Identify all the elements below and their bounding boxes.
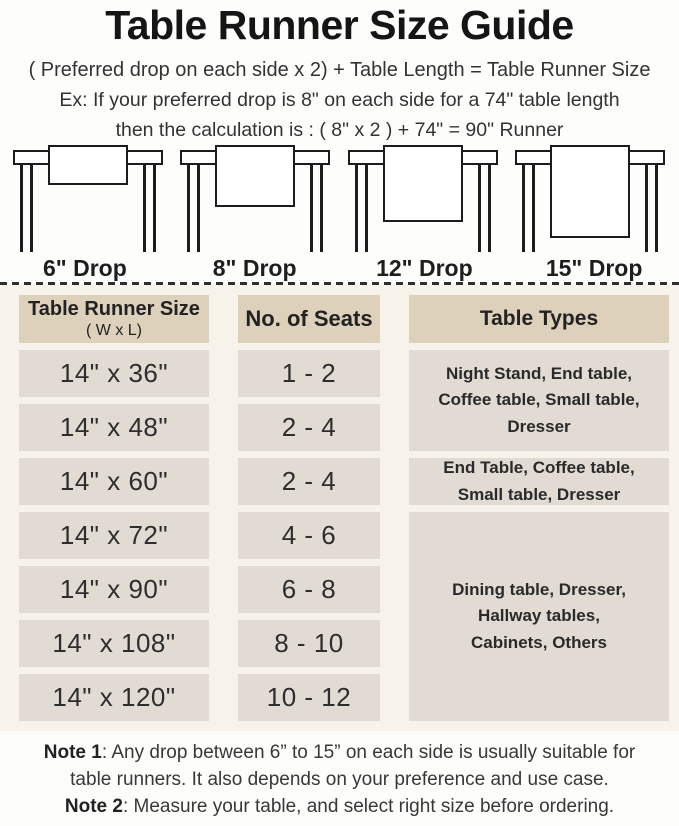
drop-illustrations	[0, 144, 679, 252]
table-types-cell	[409, 512, 669, 721]
table-leg-graphic	[645, 163, 658, 252]
note-2-line	[0, 793, 679, 820]
seats-cell: 8 - 10	[238, 620, 380, 667]
note-1-line-1	[0, 739, 679, 766]
table-runner-graphic	[48, 145, 128, 185]
drop-label-12in: 12" Drop	[376, 254, 473, 281]
seats-cell: 2 - 4	[238, 404, 380, 451]
table-leg-graphic	[187, 163, 200, 252]
drop-label-15in: 15" Drop	[545, 254, 643, 281]
seats-cell: 4 - 6	[238, 512, 380, 559]
seats-cell: 10 - 12	[238, 674, 380, 721]
table-runner-graphic	[383, 145, 463, 222]
example-line-1: Ex: If your preferred drop is 8" on each side for a 74" table length	[59, 89, 620, 111]
note-1-label: Note 1	[43, 742, 102, 763]
table-leg-graphic	[478, 163, 491, 252]
note-2-text: : Measure your table, and select right size before ordering.	[122, 796, 615, 817]
note-1-line-2: table runners. It also depends on your preference and use case.	[70, 769, 609, 790]
seats-cell: 6 - 8	[238, 566, 380, 613]
runner-size-cell: 14" x 36"	[19, 350, 209, 397]
table-leg-graphic	[355, 163, 368, 252]
runner-size-cell: 14" x 72"	[19, 512, 209, 559]
table-leg-graphic	[143, 163, 156, 252]
table-leg-graphic	[310, 163, 323, 252]
table-runner-graphic	[215, 145, 295, 207]
table-types-cell	[409, 350, 669, 451]
runner-size-cell: 14" x 120"	[19, 674, 209, 721]
runner-size-cell: 14" x 60"	[19, 458, 209, 505]
table-types-text: Dining table, Dresser, Hallway tables, Cabinets, Others	[452, 579, 626, 652]
table-runner-graphic	[550, 145, 630, 238]
table-types-text: Night Stand, End table, Coffee table, Small table, Dresser	[438, 363, 640, 436]
table-drop-illustration-12in	[348, 144, 498, 252]
runner-size-cell: 14" x 90"	[19, 566, 209, 613]
page-title: Table Runner Size Guide	[105, 2, 574, 48]
notes-section	[0, 739, 679, 820]
drop-labels-row	[0, 254, 679, 282]
header-runner-size	[19, 295, 209, 343]
header-table-types: Table Types	[409, 295, 669, 343]
runner-size-cell: 14" x 48"	[19, 404, 209, 451]
drop-label-8in: 8" Drop	[212, 254, 297, 281]
table-leg-graphic	[522, 163, 535, 252]
table-types-text: End Table, Coffee table, Small table, Dresser	[443, 458, 635, 504]
header-no-of-seats: No. of Seats	[238, 295, 380, 343]
table-types-cell	[409, 458, 669, 505]
drop-label-6in: 6" Drop	[43, 254, 127, 281]
table-drop-illustration-15in	[515, 144, 665, 252]
table-drop-illustration-8in	[180, 144, 330, 252]
header-runner-size-title: Table Runner Size	[28, 298, 200, 321]
seats-cell: 2 - 4	[238, 458, 380, 505]
table-leg-graphic	[20, 163, 33, 252]
example-line-2: then the calculation is : ( 8" x 2 ) + 74" = 90" Runner	[115, 119, 564, 141]
runner-size-cell: 14" x 108"	[19, 620, 209, 667]
note-2-label: Note 2	[64, 796, 123, 817]
size-table	[0, 285, 679, 731]
note-1-text: : Any drop between 6” to 15” on each side is usually suitable for	[101, 742, 636, 763]
table-drop-illustration-6in	[13, 144, 163, 252]
formula-text: ( Preferred drop on each side x 2) + Table Length = Table Runner Size	[28, 59, 651, 81]
header-runner-size-subtitle: ( W x L)	[86, 322, 142, 340]
seats-cell: 1 - 2	[238, 350, 380, 397]
